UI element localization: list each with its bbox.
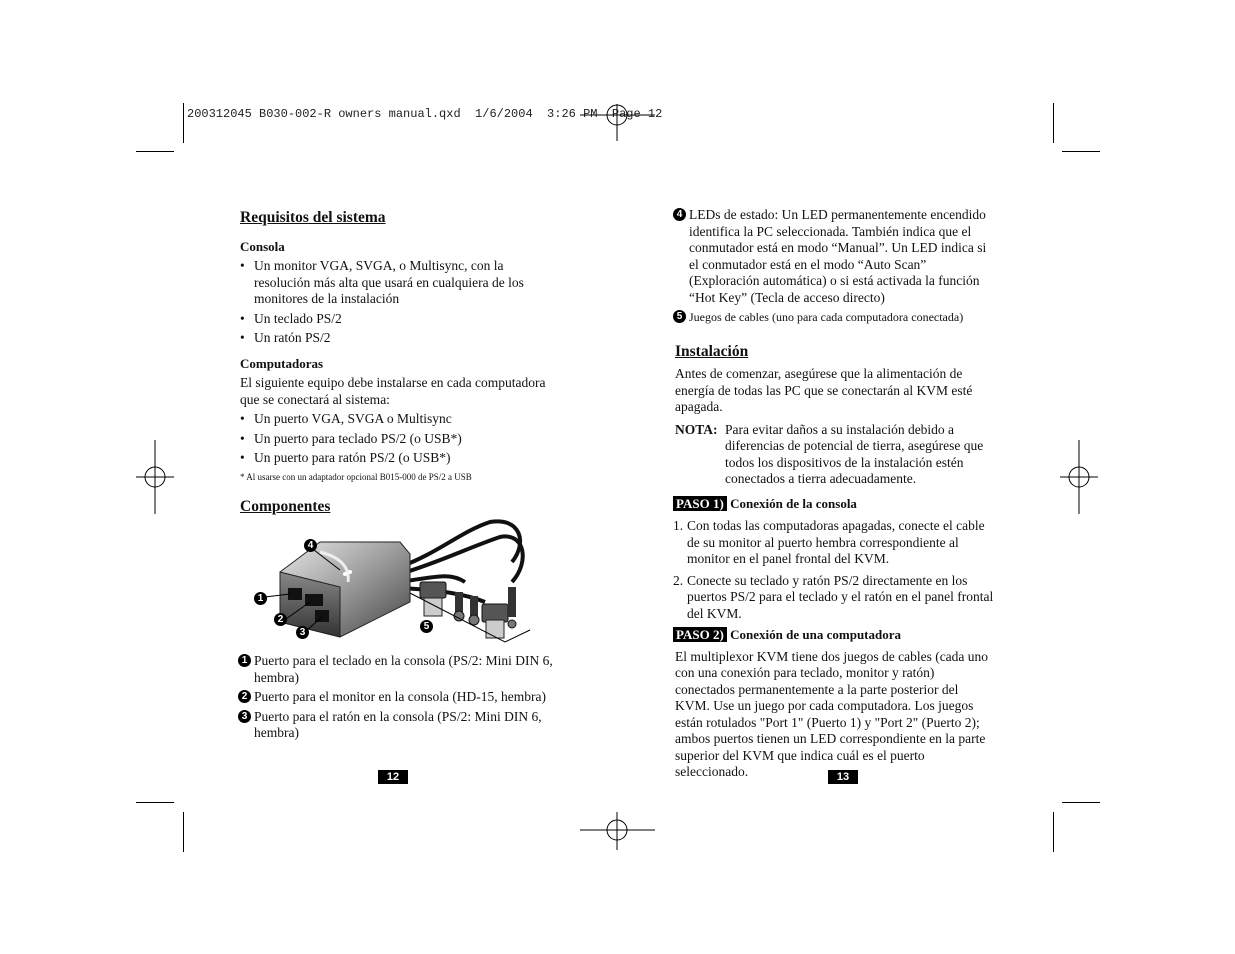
footnote: * Al usarse con un adaptador opcional B015-000 de PS/2 a USB xyxy=(240,471,472,482)
number-badge: 3 xyxy=(238,710,251,723)
install-intro: Antes de comenzar, asegúrese que la alimentación de energía de todas las PC que se conectarán al KVM esté apagada. xyxy=(675,366,973,414)
component-item xyxy=(238,653,560,686)
number-badge: 2 xyxy=(238,690,251,703)
note-block xyxy=(675,422,996,488)
step-2-header xyxy=(673,627,996,644)
list-item: • Un puerto VGA, SVGA o Multisync xyxy=(240,411,560,428)
section-title-requirements: Requisitos del sistema xyxy=(240,209,386,226)
console-list xyxy=(240,258,560,347)
component-item xyxy=(673,309,996,326)
list-item: • Un monitor VGA, SVGA, o Multisync, con la resolución más alta que usará en cualquiera de los monitores de la instalación xyxy=(240,258,560,308)
section-title-installation: Instalación xyxy=(675,342,749,360)
component-item xyxy=(238,689,560,706)
console-heading: Consola xyxy=(240,238,285,254)
step-2-badge: PASO 2) xyxy=(673,627,727,642)
callout-5: 5 xyxy=(420,620,433,633)
list-item: • Un puerto para ratón PS/2 (o USB*) xyxy=(240,450,560,467)
components-list-left xyxy=(238,653,560,745)
step-1-badge: PASO 1) xyxy=(673,496,727,511)
list-item: • Un puerto para teclado PS/2 (o USB*) xyxy=(240,431,560,448)
page-number-right: 13 xyxy=(828,770,858,784)
kvm-switch-illustration xyxy=(250,512,540,647)
page-number-left: 12 xyxy=(378,770,408,784)
component-text: Puerto para el teclado en la consola (PS/2: Mini DIN 6, hembra) xyxy=(254,653,553,685)
note-text: Para evitar daños a su instalación debido a diferencias de potencial de tierra, asegúrese que todos los dispositivos de la instalación estén conectados a tierra adecuadamente. xyxy=(725,421,984,486)
number-badge: 1 xyxy=(238,654,251,667)
number-badge: 5 xyxy=(673,310,686,323)
step-1-list xyxy=(673,518,996,622)
list-item: • Un ratón PS/2 xyxy=(240,330,560,347)
list-item: 1. Con todas las computadoras apagadas, conecte el cable de su monitor al puerto hembra correspondiente al monitor en el panel frontal del KVM. xyxy=(673,518,985,566)
list-item: 2. Conecte su teclado y ratón PS/2 directamente en los puertos PS/2 para el teclado y el ratón en el panel frontal del KVM. xyxy=(673,572,994,621)
component-text: Juegos de cables (uno para cada computadora conectada) xyxy=(689,310,964,324)
note-label: NOTA: xyxy=(675,421,718,437)
computers-heading: Computadoras xyxy=(240,355,324,371)
file-slug: 200312045 B030-002-R owners manual.qxd 1/6/2004 3:26 PM Page 12 xyxy=(187,107,663,121)
step-2-title: Conexión de una computadora xyxy=(730,627,901,642)
left-column xyxy=(240,210,560,515)
right-column xyxy=(673,207,996,781)
step-2-text: El multiplexor KVM tiene dos juegos de cables (cada uno con una conexión para teclado, monitor y ratón) conectados permanentemente a la parte posterior del KVM. Use un juego por cada computadora. Los juegos están rotulados "Port 1" (Puerto 1) y "Port 2" (Puerto 2); ambos puertos tienen un LED correspondiente en la parte superior del KVM que indica cuál es el puerto seleccionado. xyxy=(675,648,989,779)
callout-2: 2 xyxy=(274,613,287,626)
number-badge: 4 xyxy=(673,208,686,221)
component-text: LEDs de estado: Un LED permanentemente encendido identifica la PC seleccionada. También indica que el conmutador está en modo “Manual”. Un LED indica si el conmutador está en el modo “Auto Scan” (Exploración automática) o si está activada la función “Hot Key” (Tecla de acceso directo) xyxy=(689,207,987,305)
callout-3: 3 xyxy=(296,626,309,639)
list-item: • Un teclado PS/2 xyxy=(240,311,560,328)
component-item xyxy=(673,207,996,306)
step-1-header xyxy=(673,496,996,513)
computers-intro: El siguiente equipo debe instalarse en cada computadora que se conectará al sistema: xyxy=(240,375,546,407)
callout-1: 1 xyxy=(254,592,267,605)
component-item xyxy=(238,709,560,742)
component-text: Puerto para el ratón en la consola (PS/2: Mini DIN 6, hembra) xyxy=(254,708,542,740)
section-title-components: Componentes xyxy=(240,497,331,515)
component-text: Puerto para el monitor en la consola (HD-15, hembra) xyxy=(254,689,547,704)
callout-4: 4 xyxy=(304,539,317,552)
step-1-title: Conexión de la consola xyxy=(730,495,857,511)
computers-list xyxy=(240,411,560,467)
